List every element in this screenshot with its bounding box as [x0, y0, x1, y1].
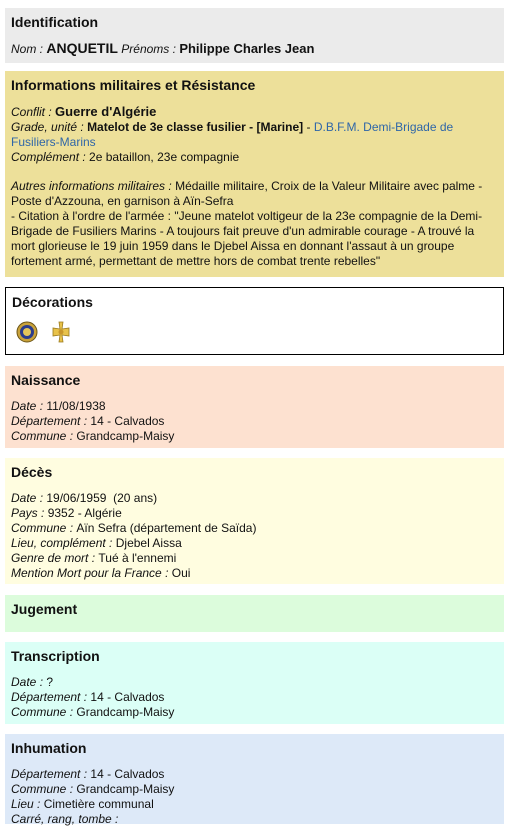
naissance-date-line	[11, 399, 498, 414]
transcription-departement-value: 14 - Calvados	[90, 690, 165, 704]
inhumation-commune-value: Grandcamp-Maisy	[76, 782, 175, 796]
transcription-commune-line	[11, 705, 498, 720]
deces-commune-label: Commune	[11, 521, 67, 535]
decorations-title: Décorations	[12, 294, 93, 310]
inhumation-lieu-value: Cimetière communal	[43, 797, 154, 811]
grade-value: Matelot de 3e classe fusilier - [Marine]	[87, 120, 304, 134]
deces-date-value: 19/06/1959 (20 ans)	[46, 491, 158, 505]
deces-commune-sep: :	[66, 521, 77, 535]
naissance-commune-label: Commune	[11, 429, 67, 443]
unite-link[interactable]: D.B.F.M. Demi-Brigade de Fusiliers-Marins	[11, 120, 454, 149]
naissance-section	[5, 366, 504, 448]
deces-mention-value: Oui	[171, 566, 191, 580]
transcription-departement-sep: :	[80, 690, 91, 704]
grade-sep: :	[77, 120, 88, 134]
deces-pays-label: Pays	[11, 506, 38, 520]
complement-value: 2e bataillon, 23e compagnie	[89, 150, 240, 164]
identification-title: Identification	[11, 14, 99, 30]
naissance-departement-value: 14 - Calvados	[90, 414, 165, 428]
medaille-militaire-icon[interactable]	[16, 321, 38, 346]
deces-date-label: Date	[11, 491, 37, 505]
transcription-commune-value: Grandcamp-Maisy	[76, 705, 175, 719]
inhumation-carre-line	[11, 812, 498, 827]
transcription-date-sep: :	[36, 675, 47, 689]
transcription-departement-line	[11, 690, 498, 705]
transcription-commune-sep: :	[66, 705, 77, 719]
transcription-title: Transcription	[11, 648, 100, 664]
inhumation-carre-sep: :	[111, 812, 119, 826]
transcription-date-label: Date	[11, 675, 37, 689]
deces-lieu-label: Lieu, complément	[11, 536, 106, 550]
grade-label: Grade, unité	[11, 120, 78, 134]
inhumation-lieu-sep: :	[33, 797, 44, 811]
unite-sep: -	[303, 120, 314, 134]
inhumation-departement-line	[11, 767, 498, 782]
inhumation-title: Inhumation	[11, 740, 87, 756]
transcription-departement-label: Département	[11, 690, 81, 704]
prenoms-label: Prénoms	[121, 42, 170, 56]
transcription-section	[5, 642, 504, 724]
decorations-section	[5, 287, 504, 355]
deces-commune-line	[11, 521, 498, 536]
deces-genre-sep: :	[88, 551, 99, 565]
deces-pays-line	[11, 506, 498, 521]
naissance-date-sep: :	[36, 399, 47, 413]
military-info-title: Informations militaires et Résistance	[11, 77, 256, 93]
naissance-date-label: Date	[11, 399, 37, 413]
deces-section	[5, 458, 504, 584]
deces-mention-label: Mention Mort pour la France	[11, 566, 162, 580]
conflit-value: Guerre d'Algérie	[55, 104, 157, 119]
inhumation-departement-label: Département	[11, 767, 81, 781]
complement-sep: :	[79, 150, 90, 164]
deces-lieu-sep: :	[105, 536, 116, 550]
deces-genre-line	[11, 551, 498, 566]
conflit-sep: :	[45, 105, 56, 119]
complement-line	[11, 150, 498, 165]
inhumation-section	[5, 734, 504, 824]
citation-text: - Citation à l'ordre de l'armée : "Jeune matelot voltigeur de la 23e compagnie de la Demi-Brigade de Fusiliers Marins - A toujours fait preuve d'un admirable courage - A trouvé la mort glorieuse le 19 juin 1959 dans le Djebel Aissa en donnant l'assaut à un groupe fortement armé, permettant de mettre hors de combat trente rebelles"	[11, 209, 483, 268]
identification-name-line	[11, 41, 498, 57]
identification-section	[5, 8, 504, 63]
jugement-title: Jugement	[11, 601, 78, 617]
inhumation-carre-label: Carré, rang, tombe	[11, 812, 112, 826]
inhumation-departement-value: 14 - Calvados	[90, 767, 165, 781]
autres-label: Autres informations militaires	[11, 179, 166, 193]
inhumation-departement-sep: :	[80, 767, 91, 781]
transcription-date-line	[11, 675, 498, 690]
transcription-commune-label: Commune	[11, 705, 67, 719]
autres-line	[11, 179, 498, 209]
naissance-commune-sep: :	[66, 429, 77, 443]
nom-label: Nom	[11, 42, 37, 56]
naissance-departement-sep: :	[80, 414, 91, 428]
deces-pays-value: 9352 - Algérie	[47, 506, 122, 520]
transcription-date-value: ?	[46, 675, 54, 689]
complement-label: Complément	[11, 150, 80, 164]
deces-mention-line	[11, 566, 498, 581]
prenoms-value: Philippe Charles Jean	[179, 41, 315, 56]
naissance-date-value: 11/08/1938	[46, 399, 106, 413]
deces-pays-sep: :	[37, 506, 48, 520]
jugement-section	[5, 595, 504, 632]
military-info-section	[5, 71, 504, 277]
deces-genre-value: Tué à l'ennemi	[98, 551, 177, 565]
deces-lieu-line	[11, 536, 498, 551]
inhumation-commune-label: Commune	[11, 782, 67, 796]
deces-date-sep: :	[36, 491, 47, 505]
autres-sep: :	[165, 179, 176, 193]
naissance-commune-value: Grandcamp-Maisy	[76, 429, 175, 443]
naissance-title: Naissance	[11, 372, 81, 388]
nom-value: ANQUETIL	[46, 40, 118, 56]
deces-genre-label: Genre de mort	[11, 551, 89, 565]
conflit-label: Conflit	[11, 105, 46, 119]
nom-sep: :	[36, 42, 47, 56]
naissance-commune-line	[11, 429, 498, 444]
deces-title: Décès	[11, 464, 53, 480]
deces-lieu-value: Djebel Aissa	[115, 536, 182, 550]
grade-line	[11, 120, 498, 150]
prenoms-sep: :	[169, 42, 180, 56]
croix-valeur-militaire-icon[interactable]	[50, 321, 72, 346]
deces-commune-value: Aïn Sefra (département de Saïda)	[76, 521, 257, 535]
naissance-departement-label: Département	[11, 414, 81, 428]
naissance-departement-line	[11, 414, 498, 429]
inhumation-commune-sep: :	[66, 782, 77, 796]
inhumation-lieu-line	[11, 797, 498, 812]
deces-mention-sep: :	[161, 566, 172, 580]
inhumation-commune-line	[11, 782, 498, 797]
deces-date-line	[11, 491, 498, 506]
inhumation-lieu-label: Lieu	[11, 797, 34, 811]
decorations-list	[16, 321, 497, 346]
autres-value: Médaille militaire, Croix de la Valeur Militaire avec palme - Poste d'Azzouna, en garnison à Aïn-Sefra	[11, 179, 483, 208]
conflit-line	[11, 104, 498, 120]
